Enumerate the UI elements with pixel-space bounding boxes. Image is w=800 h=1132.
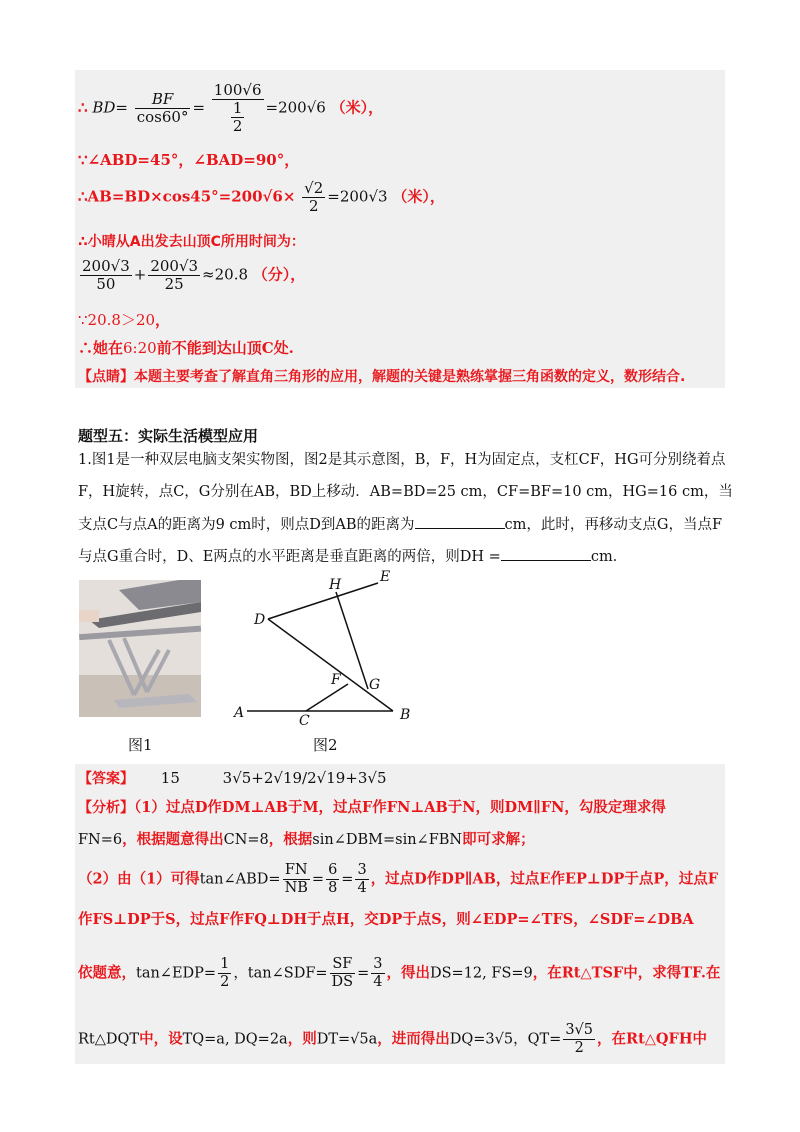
result-value: =200√6 [265, 98, 326, 117]
expr-sin: sin∠DBM=sin∠FBN [312, 832, 463, 848]
unit-label: （米）， [330, 98, 384, 117]
equals: = [357, 965, 370, 982]
frac-den: 2 [232, 117, 243, 135]
frac-num: 1 [220, 956, 230, 972]
label-b: B [400, 707, 411, 723]
comment-line: 【点睛】本题主要考查了解直角三角形的应用，解题的关键是熟练掌握三角函数的定义，数形结合. [78, 369, 686, 385]
expr-dt: DT=√5a [316, 1031, 378, 1048]
problem-line-4-b: cm． [590, 549, 628, 565]
problem-line-1: 1.图1是一种双层电脑支架实物图，图2是其示意图，B，F，H为固定点，支杠CF，HG可分别绕着点 [78, 452, 726, 468]
frac-den [212, 100, 264, 135]
ab-expression: ∴AB=BD×cos45°=200√6× [78, 187, 296, 206]
frac-num: 100√6 [213, 81, 262, 99]
frac-num: FN [283, 862, 310, 880]
frac-den: 50 [96, 275, 116, 293]
analysis-line-5 [78, 956, 720, 991]
frac-den: NB [284, 880, 308, 896]
solution-line-5 [78, 258, 305, 293]
expr-tan-sdf: ，tan∠SDF= [233, 965, 328, 982]
expr-cn: CN=8 [223, 832, 269, 848]
analysis-text-5c: ，在Rt△TSF中，求得TF.在 [532, 964, 721, 982]
conclusion-suffix: 前不能到达山顶C处. [156, 339, 294, 357]
figure-1-caption: 图1 [128, 736, 153, 754]
equals: = [341, 871, 354, 888]
problem-line-3-b: cm，此时，再移动支点G，当点F [504, 517, 723, 533]
conclusion-prefix: ∴她在 [78, 339, 124, 357]
analysis-line-6 [78, 1022, 707, 1057]
frac-den: 2 [220, 974, 230, 990]
frac-num: SF [330, 956, 356, 974]
analysis-text-6a: 中，设 [139, 1030, 183, 1048]
analysis-text-3a: （2）由（1）可得 [78, 870, 200, 888]
analysis-text-5a: 依题意， [78, 964, 136, 982]
expr-tan-abd: tan∠ABD= [199, 871, 281, 888]
solution-line-7 [78, 338, 294, 358]
answer-tag: 【答案】 [78, 771, 134, 787]
problem-line-3 [78, 514, 722, 535]
analysis-text-6c: ，进而得出 [377, 1030, 450, 1048]
label-c: C [299, 713, 310, 729]
time-fraction-1 [80, 258, 132, 293]
three-over-four [355, 862, 368, 897]
answer-line [78, 768, 387, 789]
section-heading: 题型五：实际生活模型应用 [78, 427, 259, 445]
solution-line-6 [78, 310, 170, 330]
sf-over-ds [330, 956, 356, 991]
therefore-symbol: ∴ [78, 98, 88, 117]
analysis-tag: 【分析】 [78, 800, 134, 816]
fn-over-nb [283, 862, 310, 897]
analysis-text-2b: ，根据 [268, 831, 313, 848]
analysis-line-3 [78, 862, 718, 897]
figure-2-caption: 图2 [313, 736, 338, 754]
analysis-line-4: 作FS⊥DP于S，过点F作FQ⊥DH于点H，交DP于点S，则∠EDP=∠TFS，∠SDF=∠DBA [78, 911, 694, 928]
laptop-stand-photo [79, 580, 201, 717]
frac-num: √2 [304, 179, 324, 197]
half-fraction [231, 100, 245, 135]
time-fraction-2 [148, 258, 200, 293]
frac-den: cos60° [136, 108, 189, 126]
segment-bd [268, 619, 393, 711]
analysis-text-2c: 即可求解； [462, 831, 535, 848]
frac-den: 2 [308, 197, 319, 215]
hundred-root6-over-half [212, 82, 264, 135]
six-over-eight [326, 862, 339, 897]
unit-label: （米）， [392, 187, 445, 206]
label-d: D [254, 612, 266, 628]
expr-ds-fs: DS=12, FS=9 [430, 965, 533, 982]
analysis-text-6d: ，在Rt△QFH中 [597, 1030, 708, 1048]
solution-line-2: ∵∠ABD=45°，∠BAD=90°， [78, 151, 300, 169]
three-root5-over-2 [563, 1022, 595, 1057]
expr-tq-dq: TQ=a, DQ=2a [182, 1031, 288, 1048]
geometry-diagram [230, 565, 430, 735]
label-h: H [329, 577, 342, 593]
unit-label: （分）， [252, 265, 306, 284]
solution-line-4: ∴小晴从A出发去山顶C所用时间为： [78, 234, 305, 250]
time-value: 6:20 [123, 339, 157, 357]
analysis-text-1: （1）过点D作DM⊥AB于M，过点F作FN⊥AB于N，则DM∥FN，勾股定理求得 [134, 799, 666, 816]
frac-den: 4 [373, 974, 383, 990]
problem-line-4-a: 与点G重合时，D、E两点的水平距离是垂直距离的两倍，则DH = [78, 549, 501, 565]
equals: = [311, 871, 325, 888]
label-g: G [369, 677, 381, 693]
label-e: E [380, 569, 391, 585]
frac-num: 200√3 [82, 257, 130, 275]
answer-value-2: 3√5+2√19/2√19+3√5 [222, 769, 387, 787]
expr-dq-qt: DQ=3√5，QT= [449, 1031, 562, 1048]
segment-cf [306, 684, 348, 711]
analysis-text-6b: ，则 [287, 1030, 317, 1048]
segment-de [268, 583, 378, 619]
frac-num: 6 [328, 862, 338, 878]
segment-hg [336, 592, 368, 689]
frac-den: 4 [357, 880, 367, 896]
frac-num: BF [135, 91, 191, 109]
label-a: A [234, 705, 245, 721]
frac-den: DS [331, 974, 354, 990]
label-f: F [331, 672, 341, 688]
analysis-text-5b: ，得出 [386, 964, 430, 982]
frac-num: 3 [373, 956, 383, 972]
expr-rt-dqt: Rt△DQT [78, 1031, 140, 1048]
solution-line-1: ∴ BD= $\frac{BF}{\cos 60^\circ}$ = $\frac{100√6}{\frac{1}{2}}$ =200√6 （米）， [78, 81, 384, 135]
problem-line-3-a: 支点C与点A的距离为9 cm时，则点D到AB的距离为 [78, 517, 415, 533]
solution-line-3 [78, 180, 445, 215]
frac-den: 25 [164, 275, 184, 293]
approx-value: ≈20.8 [202, 265, 249, 284]
frac-num: 1 [232, 99, 243, 117]
laptop-stand-illustration [79, 580, 201, 717]
result-value: =200√3 [327, 187, 388, 206]
frac-num: 3√5 [565, 1022, 594, 1038]
answer-value-1: 15 [160, 769, 180, 787]
answer-blank-1[interactable] [415, 514, 505, 529]
one-over-two [218, 956, 231, 991]
expr-fn: FN=6 [78, 832, 123, 848]
analysis-text-3b: ，过点D作DP∥AB，过点E作EP⊥DP于点P，过点F [370, 870, 719, 888]
problem-line-2: F，H旋转，点C，G分别在AB，BD上移动．AB=BD=25 cm，CF=BF=10 cm，HG=16 cm，当 [78, 484, 733, 500]
frac-num: 3 [357, 862, 367, 878]
compare-expression: ∵20.8＞20 [78, 311, 156, 329]
comma: ， [155, 311, 171, 329]
frac-den: 8 [328, 880, 338, 896]
bd-label: BD [92, 98, 116, 117]
analysis-line-2 [78, 830, 535, 850]
three-over-four [371, 956, 384, 991]
plus-sign: + [133, 265, 147, 284]
frac-num: 200√3 [150, 257, 199, 275]
analysis-text-2a: ，根据题意得出 [122, 831, 224, 848]
bf-over-cos60 [135, 91, 191, 126]
root2-over-2 [302, 180, 325, 215]
expr-tan-edp: tan∠EDP= [136, 965, 217, 982]
frac-den: 2 [574, 1040, 584, 1056]
analysis-line-1 [78, 798, 666, 818]
problem-line-4 [78, 546, 627, 567]
answer-blank-2[interactable] [501, 546, 591, 561]
